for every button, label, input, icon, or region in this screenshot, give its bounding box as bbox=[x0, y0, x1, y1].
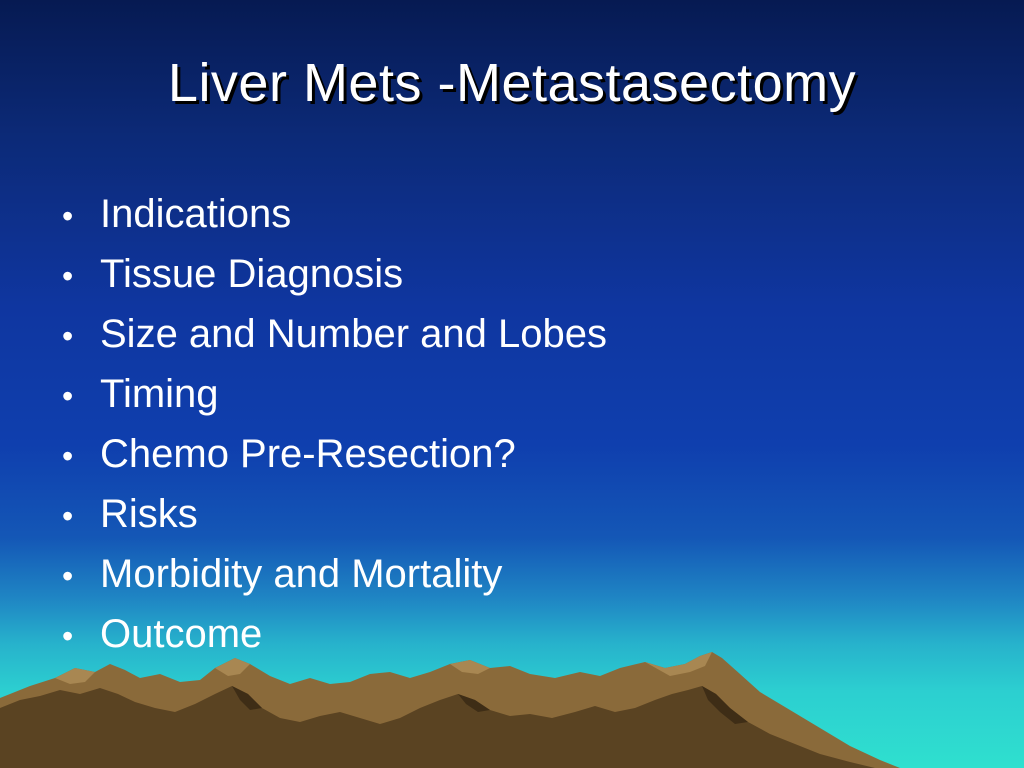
bullet-text: Morbidity and Mortality bbox=[100, 552, 503, 596]
bullet-glyph: • bbox=[62, 378, 74, 414]
bullet-item bbox=[62, 364, 607, 424]
bullet-text: Tissue Diagnosis bbox=[100, 252, 404, 296]
bullet-glyph: • bbox=[62, 618, 74, 654]
bullet-text: Risks bbox=[100, 492, 198, 536]
bullet-glyph: • bbox=[62, 438, 74, 474]
bullet-text: Chemo Pre-Resection? bbox=[100, 432, 516, 476]
bullet-item bbox=[62, 544, 607, 604]
bullet-glyph: • bbox=[62, 558, 74, 594]
bullet-item bbox=[62, 424, 607, 484]
bullet-glyph: • bbox=[62, 498, 74, 534]
bullet-item bbox=[62, 244, 607, 304]
bullet-text: Size and Number and Lobes bbox=[100, 312, 607, 356]
bullet-glyph: • bbox=[62, 258, 74, 294]
bullet-text: Outcome bbox=[100, 612, 263, 656]
bullet-list bbox=[62, 184, 607, 664]
mountain-range-illustration bbox=[0, 638, 1024, 768]
bullet-text: Indications bbox=[100, 192, 292, 236]
bullet-item bbox=[62, 184, 607, 244]
bullet-glyph: • bbox=[62, 318, 74, 354]
bullet-glyph: • bbox=[62, 198, 74, 234]
bullet-item bbox=[62, 484, 607, 544]
bullet-text: Timing bbox=[100, 372, 219, 416]
slide-title: Liver Mets -Metastasectomy bbox=[167, 53, 857, 113]
bullet-item bbox=[62, 304, 607, 364]
